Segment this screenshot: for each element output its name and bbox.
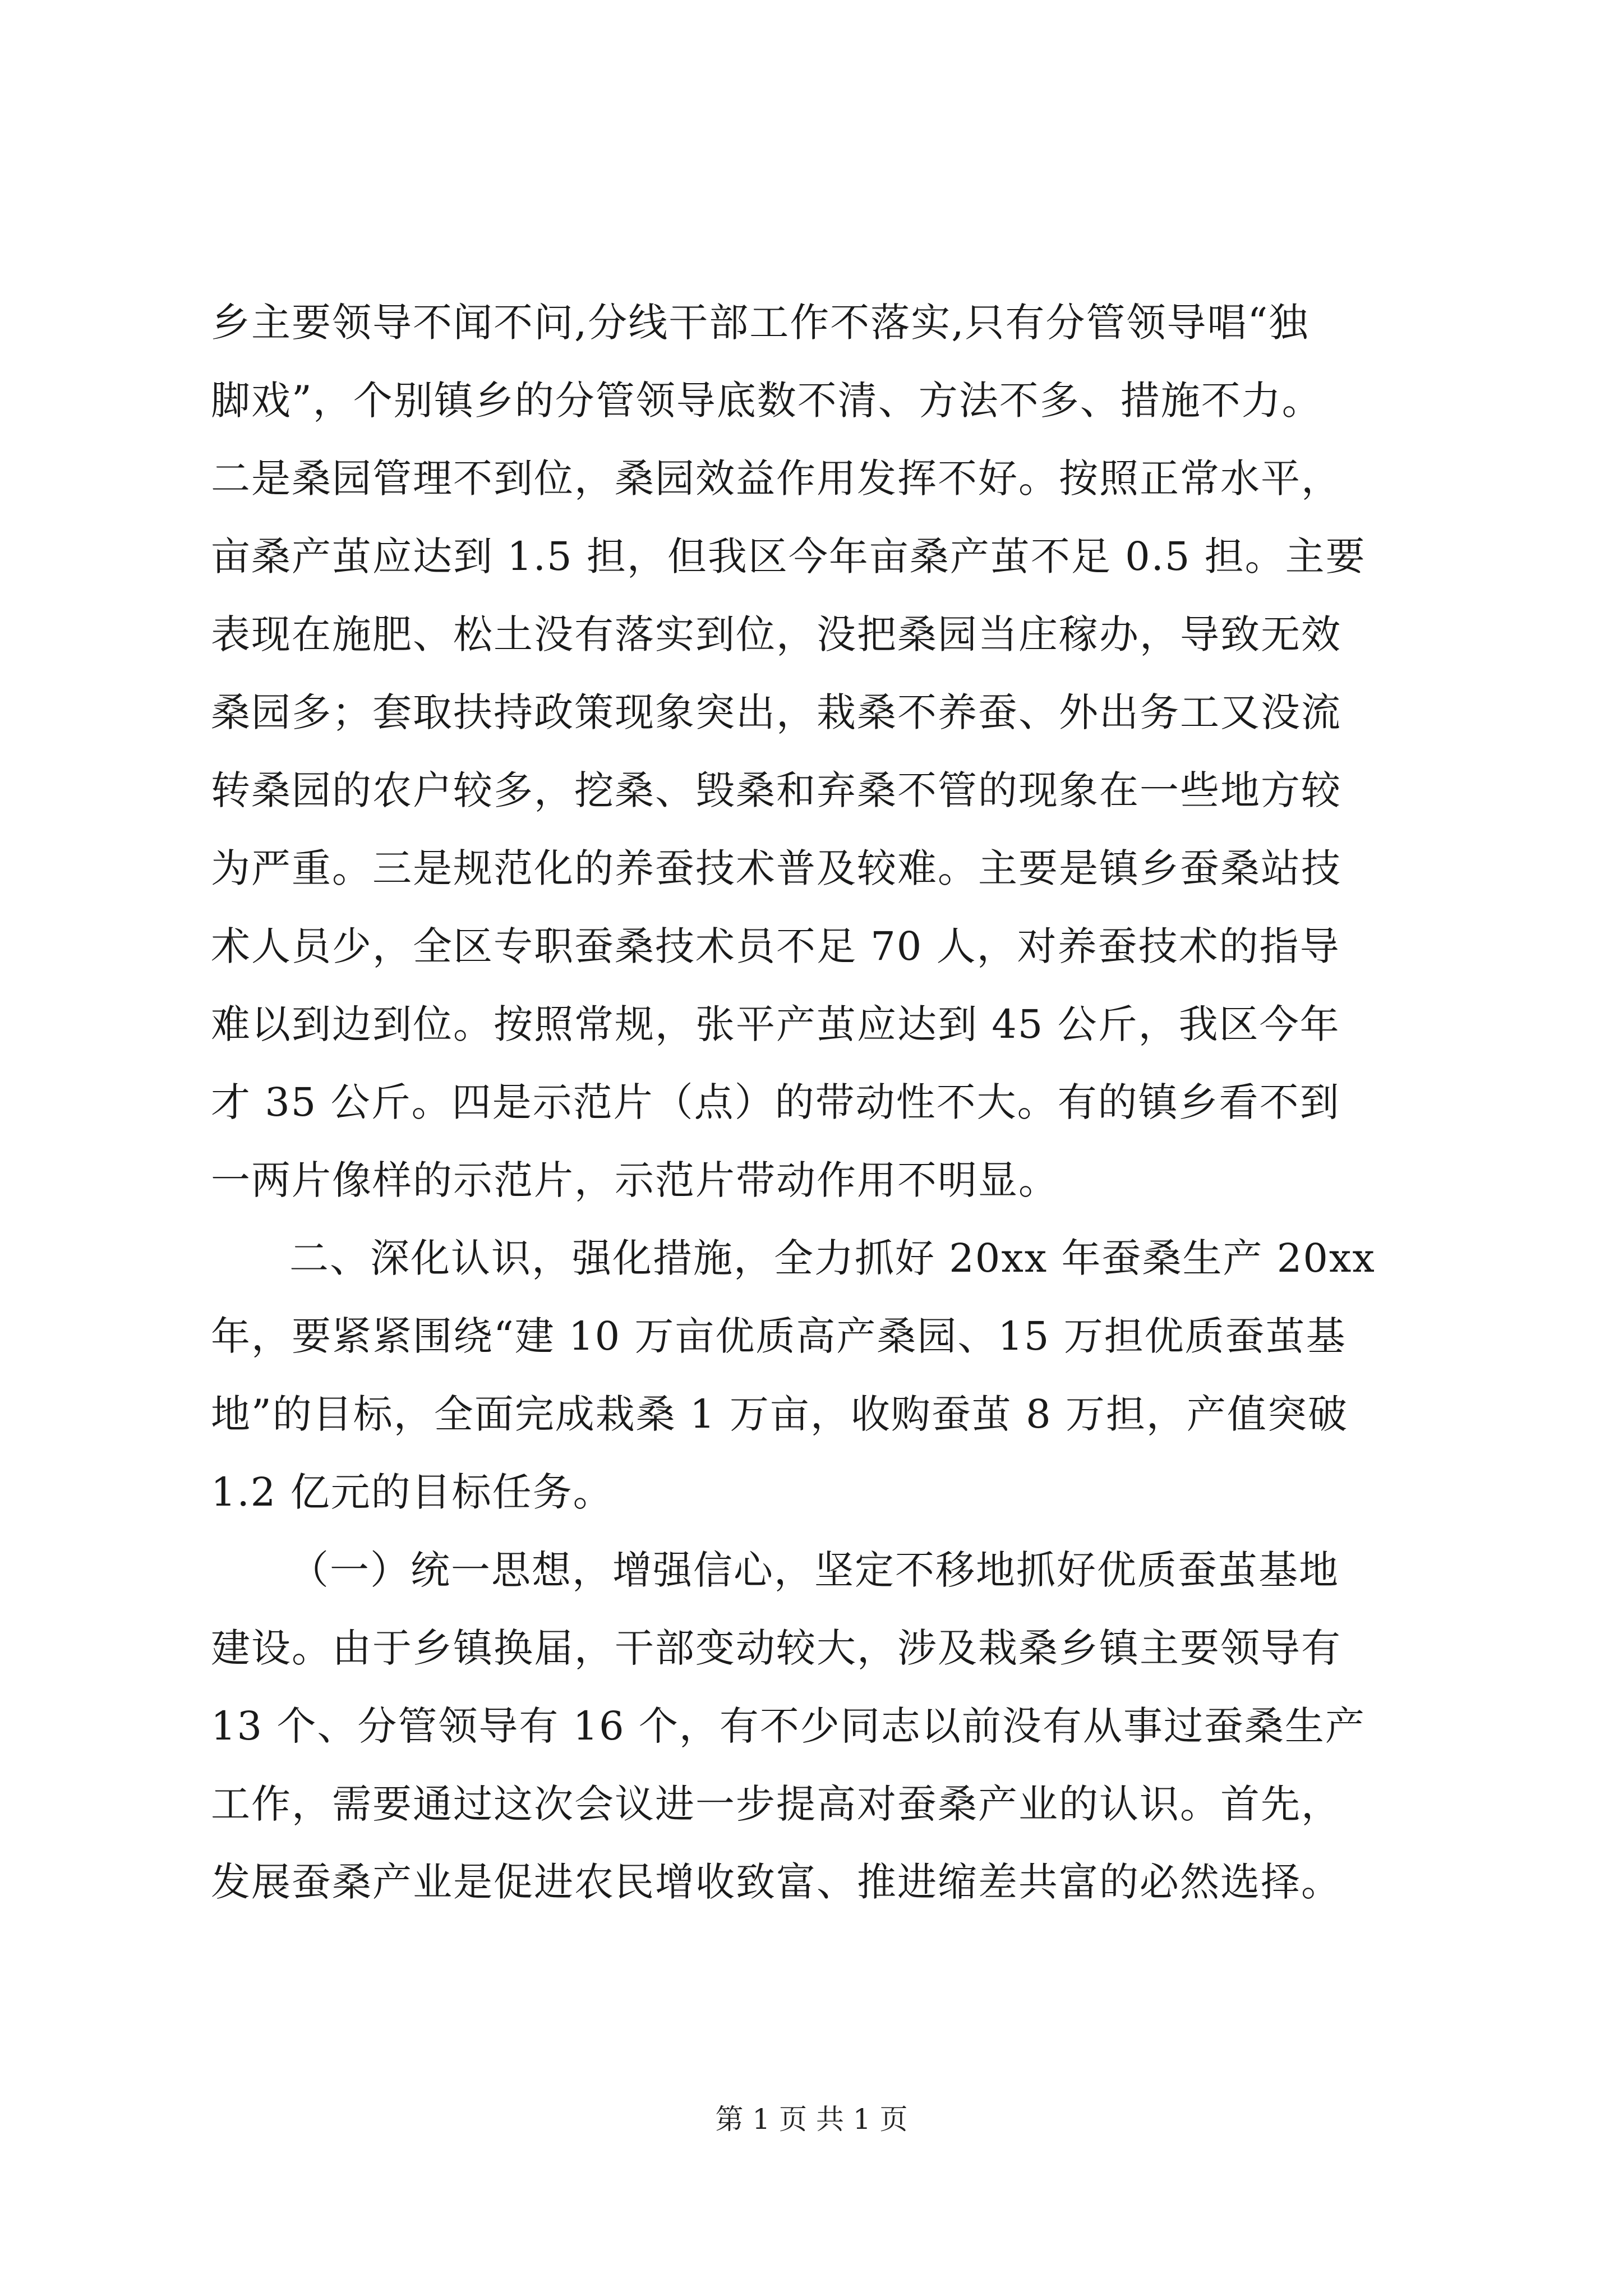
body-line-7: 转桑园的农户较多，挖桑、毁桑和弃桑不管的现象在一些地方较 [211, 767, 1341, 813]
body-line-16: 1.2 亿元的目标任务。 [211, 1469, 614, 1515]
body-line-12: 一两片像样的示范片，示范片带动作用不明显。 [211, 1157, 1059, 1203]
page-footer: 第 1 页 共 1 页 [715, 2103, 908, 2136]
body-line-6: 桑园多；套取扶持政策现象突出，栽桑不养蚕、外出务工又没流 [211, 689, 1341, 735]
body-line-9: 术人员少，全区专职蚕桑技术员不足 70 人，对养蚕技术的指导 [211, 923, 1340, 969]
body-line-1: 乡主要领导不闻不问,分线干部工作不落实,只有分管领导唱“独 [211, 300, 1310, 346]
body-line-2: 脚戏”，个别镇乡的分管领导底数不清、方法不多、措施不力。 [211, 378, 1322, 424]
body-line-20: 工作，需要通过这次会议进一步提高对蚕桑产业的认识。首先， [211, 1781, 1341, 1827]
body-line-18: 建设。由于乡镇换届，干部变动较大，涉及栽桑乡镇主要领导有 [211, 1625, 1341, 1671]
body-line-15: 地”的目标，全面完成栽桑 1 万亩，收购蚕茧 8 万担，产值突破 [211, 1391, 1348, 1437]
body-line-5: 表现在施肥、松土没有落实到位，没把桑园当庄稼办，导致无效 [211, 611, 1341, 657]
body-line-3: 二是桑园管理不到位，桑园效益作用发挥不好。按照正常水平， [211, 455, 1341, 501]
body-line-8: 为严重。三是规范化的养蚕技术普及较难。主要是镇乡蚕桑站技 [211, 845, 1341, 891]
body-line-10: 难以到边到位。按照常规，张平产茧应达到 45 公斤，我区今年 [211, 1001, 1340, 1047]
body-line-21: 发展蚕桑产业是促进农民增收致富、推进缩差共富的必然选择。 [211, 1859, 1341, 1905]
body-line-14: 年，要紧紧围绕“建 10 万亩优质高产桑园、15 万担优质蚕茧基 [211, 1313, 1347, 1359]
body-line-11: 才 35 公斤。四是示范片（点）的带动性不大。有的镇乡看不到 [211, 1079, 1340, 1125]
body-line-19: 13 个、分管领导有 16 个，有不少同志以前没有从事过蚕桑生产 [211, 1703, 1366, 1749]
body-line-4: 亩桑产茧应达到 1.5 担，但我区今年亩桑产茧不足 0.5 担。主要 [211, 533, 1366, 579]
subsection-heading-1: （一）统一思想，增强信心，坚定不移地抓好优质蚕茧基地 [289, 1547, 1339, 1593]
section-heading-2: 二、深化认识，强化措施，全力抓好 20xx 年蚕桑生产 20xx [289, 1235, 1376, 1281]
